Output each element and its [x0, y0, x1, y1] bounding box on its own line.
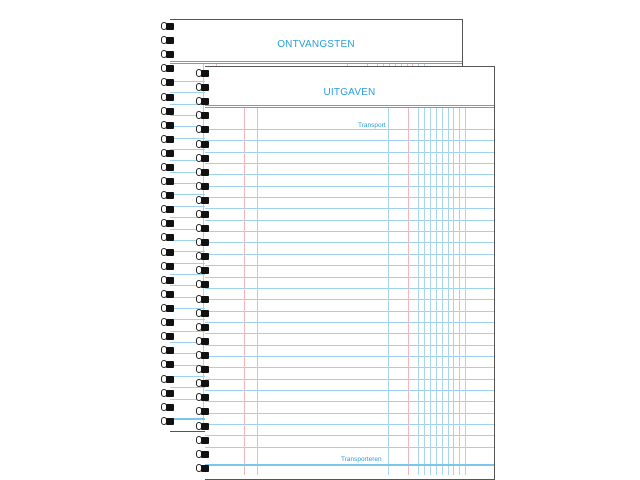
column-line [459, 108, 460, 475]
ruled-row-line [205, 129, 494, 130]
column-line [257, 108, 258, 475]
spiral-ring-icon [161, 261, 175, 271]
spiral-ring-icon [196, 322, 210, 332]
spiral-ring-icon [196, 251, 210, 261]
spiral-ring-icon [196, 209, 210, 219]
spiral-ring-icon [196, 336, 210, 346]
ruled-row-line [205, 356, 494, 357]
header-red-rule [205, 107, 494, 108]
bottom-total-rule [205, 464, 494, 466]
spiral-ring-icon [161, 49, 175, 59]
back-spiral-binding [161, 19, 175, 432]
spiral-ring-icon [161, 35, 175, 45]
spiral-ring-icon [161, 106, 175, 116]
ruled-row-line [205, 424, 494, 425]
spiral-ring-icon [161, 190, 175, 200]
ruled-row-line [205, 186, 494, 187]
spiral-ring-icon [161, 359, 175, 369]
spiral-ring-icon [161, 218, 175, 228]
ruled-row-line [205, 254, 494, 255]
ruled-row-line [205, 242, 494, 243]
spiral-ring-icon [196, 406, 210, 416]
spiral-ring-icon [196, 237, 210, 247]
column-line [453, 108, 454, 475]
ruled-row-line [205, 311, 494, 312]
spiral-ring-icon [161, 148, 175, 158]
front-page-uitgaven [205, 66, 495, 480]
ruled-row-line [205, 447, 494, 448]
ruled-row-line [205, 413, 494, 414]
spiral-ring-icon [196, 392, 210, 402]
spiral-ring-icon [161, 77, 175, 87]
spiral-ring-icon [161, 275, 175, 285]
front-page-title: UITGAVEN [323, 87, 376, 98]
ruled-row-line [205, 265, 494, 266]
spiral-ring-icon [196, 463, 210, 473]
spiral-ring-icon [196, 378, 210, 388]
spiral-ring-icon [196, 195, 210, 205]
column-line [465, 108, 466, 475]
spiral-ring-icon [196, 294, 210, 304]
column-line [448, 108, 449, 475]
ruled-row-line [205, 288, 494, 289]
spiral-ring-icon [196, 308, 210, 318]
column-line [442, 108, 443, 475]
spiral-ring-icon [196, 153, 210, 163]
header-red-rule [205, 105, 494, 106]
spiral-ring-icon [196, 181, 210, 191]
spiral-ring-icon [161, 289, 175, 299]
ruled-row-line [205, 220, 494, 221]
spiral-ring-icon [161, 63, 175, 73]
ruled-row-line [205, 163, 494, 164]
spiral-ring-icon [161, 416, 175, 426]
ruled-row-line [205, 277, 494, 278]
ruled-row-line [205, 367, 494, 368]
ruled-row-line [205, 379, 494, 380]
spiral-ring-icon [196, 421, 210, 431]
ruled-row-line [205, 231, 494, 232]
spiral-ring-icon [161, 176, 175, 186]
spiral-ring-icon [196, 139, 210, 149]
ruled-row-line [205, 435, 494, 436]
spiral-ring-icon [161, 120, 175, 130]
column-line [436, 108, 437, 475]
spiral-ring-icon [161, 374, 175, 384]
ruled-row-line [205, 197, 494, 198]
ruled-row-line [205, 322, 494, 323]
transporteren-label: Transporteren [341, 456, 382, 463]
spiral-ring-icon [161, 317, 175, 327]
header-red-rule [170, 61, 462, 62]
ruled-row-line [205, 140, 494, 141]
spiral-ring-icon [161, 92, 175, 102]
spiral-ring-icon [161, 134, 175, 144]
spiral-ring-icon [196, 435, 210, 445]
front-spiral-binding [196, 66, 210, 480]
spiral-ring-icon [196, 449, 210, 459]
spiral-ring-icon [196, 124, 210, 134]
spiral-ring-icon [196, 350, 210, 360]
spiral-ring-icon [196, 265, 210, 275]
column-line [408, 108, 409, 475]
spiral-ring-icon [161, 232, 175, 242]
column-line [244, 108, 245, 475]
spiral-ring-icon [196, 167, 210, 177]
column-line [430, 108, 431, 475]
spiral-ring-icon [161, 303, 175, 313]
spiral-ring-icon [196, 110, 210, 120]
spiral-ring-icon [161, 204, 175, 214]
spiral-ring-icon [196, 364, 210, 374]
ruled-row-line [205, 299, 494, 300]
spiral-ring-icon [161, 345, 175, 355]
column-line [424, 108, 425, 475]
transport-label: Transport [358, 122, 386, 129]
ruled-row-line [205, 333, 494, 334]
column-line [388, 108, 389, 475]
ruled-row-line [205, 390, 494, 391]
spiral-ring-icon [161, 162, 175, 172]
back-page-title: ONTVANGSTEN [277, 39, 355, 50]
ruled-row-line [205, 152, 494, 153]
column-line [418, 108, 419, 475]
spiral-ring-icon [196, 68, 210, 78]
ruled-row-line [205, 208, 494, 209]
spiral-ring-icon [196, 96, 210, 106]
spiral-ring-icon [161, 388, 175, 398]
spiral-ring-icon [161, 247, 175, 257]
ruled-row-line [205, 345, 494, 346]
spiral-ring-icon [161, 402, 175, 412]
spiral-ring-icon [161, 331, 175, 341]
spiral-ring-icon [196, 223, 210, 233]
spiral-ring-icon [196, 279, 210, 289]
spiral-ring-icon [196, 82, 210, 92]
ruled-row-line [205, 401, 494, 402]
ruled-row-line [205, 174, 494, 175]
spiral-ring-icon [161, 21, 175, 31]
